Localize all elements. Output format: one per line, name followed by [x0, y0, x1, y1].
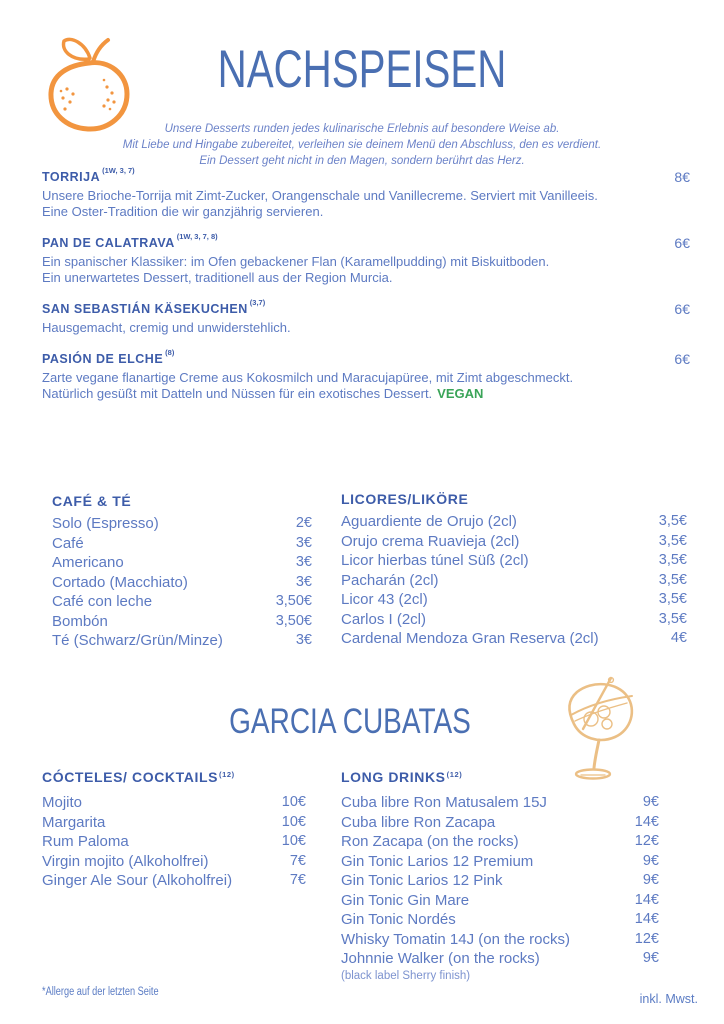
dessert-price: 6€ — [674, 235, 690, 251]
item-price: 3,5€ — [658, 513, 687, 529]
item-name: Aguardiente de Orujo (2cl) — [341, 513, 517, 530]
licores-list — [341, 512, 687, 649]
item-price: 3,5€ — [658, 571, 687, 588]
dessert-price: 8€ — [674, 169, 690, 185]
licores-title: LICORES/LIKÖRE — [341, 491, 469, 507]
menu-item-row — [52, 534, 312, 554]
item-price: 3,5€ — [658, 610, 687, 627]
item-name-wrap — [341, 891, 469, 911]
item-name-wrap — [341, 852, 533, 872]
item-name: Cuba libre Ron Matusalem 15J — [341, 794, 547, 811]
intro-text — [0, 121, 724, 169]
item-price: 10€ — [281, 794, 306, 810]
menu-item-row — [341, 551, 687, 571]
item-name: Orujo crema Ruavieja (2cl) — [341, 532, 520, 550]
item-price: 3€ — [295, 573, 312, 590]
dessert-description-text: Ein unerwartetes Dessert, traditionell aus der Region Murcia. — [42, 270, 393, 285]
menu-item-row — [341, 532, 687, 552]
dessert-name — [42, 350, 174, 370]
item-price: 12€ — [634, 833, 659, 849]
item-price: 3,5€ — [658, 591, 687, 607]
dessert-name-text: PASIÓN DE ELCHE — [42, 352, 164, 366]
cafe-te-section — [52, 492, 312, 651]
item-name-wrap — [341, 793, 547, 813]
item-name: Mojito — [42, 794, 83, 811]
dessert-name — [42, 168, 135, 188]
cafe-te-list — [52, 514, 312, 651]
menu-item-row — [52, 573, 312, 593]
dessert-title-row — [42, 300, 690, 320]
cocktails-title-text: CÓCTELES/ COCKTAILS — [42, 769, 219, 785]
dessert-item — [42, 168, 690, 220]
menu-item-row — [52, 612, 312, 632]
item-name: Café con leche — [52, 593, 153, 610]
item-name: Cortado (Macchiato) — [52, 573, 188, 591]
item-price: 3€ — [295, 534, 312, 551]
item-price: 3€ — [295, 554, 312, 570]
item-name: Café — [52, 534, 84, 552]
item-name-wrap — [341, 910, 456, 930]
item-price: 3,5€ — [658, 532, 687, 549]
item-price: 9€ — [642, 950, 659, 966]
menu-item-row — [341, 793, 659, 813]
cafe-te-title: CAFÉ & TÉ — [52, 493, 132, 509]
menu-item-row — [52, 553, 312, 573]
dessert-title-row — [42, 350, 690, 370]
long-drinks-section — [341, 768, 659, 983]
dessert-title-row — [42, 168, 690, 188]
item-name-wrap — [341, 949, 540, 983]
dessert-description-line1: Unsere Brioche-Torrija mit Zimt-Zucker, Orangenschale und Vanillecreme. Serviert mit Vanilleeis. — [42, 188, 598, 203]
item-price: 12€ — [634, 930, 659, 947]
item-name: Whisky Tomatin 14J (on the rocks) — [341, 930, 570, 948]
item-price: 14€ — [634, 891, 659, 908]
dessert-description-line1: Zarte vegane flanartige Creme aus Kokosmilch und Maracujapüree, mit Zimt abgeschmeckt. — [42, 370, 574, 385]
allergen-superscript: (3,7) — [249, 298, 266, 307]
intro-line-1: Unsere Desserts runden jedes kulinarische Erlebnis auf besondere Weise ab. — [164, 123, 560, 135]
item-name: Licor 43 (2cl) — [341, 591, 428, 608]
item-price: 3,50€ — [275, 612, 312, 629]
dessert-name-text: PAN DE CALATRAVA — [42, 236, 175, 250]
item-name: Licor hierbas túnel Süß (2cl) — [341, 552, 529, 569]
intro-line-3: Ein Dessert geht nicht in den Magen, sondern berührt das Herz. — [199, 155, 525, 167]
menu-item-row — [341, 590, 687, 610]
desserts-list — [42, 168, 690, 416]
item-name: Pacharán (2cl) — [341, 571, 439, 589]
item-price: 7€ — [289, 852, 306, 869]
menu-item-row — [52, 631, 312, 651]
menu-item-row — [341, 629, 687, 649]
item-price: 3,50€ — [275, 593, 312, 609]
menu-item-row — [42, 793, 306, 813]
dessert-description-line1: Ein spanischer Klassiker: im Ofen gebackener Flan (Karamellpudding) mit Biskuitboden. — [42, 254, 550, 269]
menu-item-row — [341, 571, 687, 591]
menu-item-row — [341, 871, 659, 891]
dessert-item — [42, 350, 690, 402]
cubatas-title: GARCIA CUBATAS — [229, 702, 471, 741]
item-name: Johnnie Walker (on the rocks) — [341, 950, 540, 967]
dessert-description-line2 — [42, 204, 690, 220]
menu-item-row — [341, 891, 659, 911]
item-price: 3€ — [295, 632, 312, 648]
menu-item-row — [52, 592, 312, 612]
dessert-name-text: TORRIJA — [42, 170, 101, 184]
long-drinks-title-text: LONG DRINKS — [341, 769, 446, 785]
item-name: Cuba libre Ron Zacapa — [341, 813, 496, 831]
item-name: Solo (Espresso) — [52, 515, 159, 532]
item-name: Virgin mojito (Alkoholfrei) — [42, 852, 209, 870]
item-name-wrap — [341, 930, 570, 950]
allergen-superscript: (1W, 3, 7) — [102, 166, 135, 175]
item-price: 10€ — [281, 813, 306, 830]
item-price: 7€ — [289, 872, 306, 888]
item-price: 9€ — [642, 794, 659, 810]
item-price: 9€ — [642, 872, 659, 888]
item-name: Ginger Ale Sour (Alkoholfrei) — [42, 872, 233, 889]
dessert-title-row — [42, 234, 690, 254]
item-price: 4€ — [670, 630, 687, 646]
cocktails-section — [42, 768, 306, 891]
menu-item-row — [42, 813, 306, 833]
menu-item-row — [341, 813, 659, 833]
dessert-description-line2 — [42, 270, 690, 286]
menu-item-row — [42, 871, 306, 891]
dessert-description-text: Natürlich gesüßt mit Datteln und Nüssen für ein exotisches Dessert. — [42, 386, 433, 401]
cocktails-list — [42, 793, 306, 891]
menu-item-row — [341, 930, 659, 950]
item-name: Gin Tonic Larios 12 Pink — [341, 872, 503, 889]
item-subnote: (black label Sherry finish) — [341, 969, 471, 982]
allergen-superscript: (1W, 3, 7, 8) — [176, 232, 218, 241]
cocktails-title — [42, 768, 306, 789]
item-price: 10€ — [281, 833, 306, 849]
dessert-name — [42, 300, 265, 320]
dessert-description-text: Eine Oster-Tradition die wir ganzjährig servieren. — [42, 204, 324, 219]
item-name-wrap — [341, 832, 519, 852]
menu-item-row — [341, 949, 659, 983]
dessert-name — [42, 234, 218, 254]
menu-item-row — [52, 514, 312, 534]
item-name-wrap — [341, 871, 502, 891]
item-name: Bombón — [52, 612, 108, 630]
menu-item-row — [341, 512, 687, 532]
menu-item-row — [42, 832, 306, 852]
dessert-description-line1: Hausgemacht, cremig und unwiderstehlich. — [42, 320, 291, 335]
dessert-price: 6€ — [674, 351, 690, 367]
item-price: 3,5€ — [658, 552, 687, 568]
long-drinks-title — [341, 768, 659, 789]
item-name: Cardenal Mendoza Gran Reserva (2cl) — [341, 630, 599, 647]
allergens-footnote: *Allerge auf der letzten Seite — [42, 986, 159, 998]
menu-item-row — [341, 832, 659, 852]
item-name: Gin Tonic Gin Mare — [341, 891, 470, 909]
item-name: Rum Paloma — [42, 833, 129, 850]
allergen-superscript: (8) — [165, 348, 175, 357]
item-name: Gin Tonic Larios 12 Premium — [341, 852, 534, 870]
menu-item-row — [341, 910, 659, 930]
allergen-superscript: (12) — [219, 770, 235, 779]
dessert-item — [42, 234, 690, 286]
intro-line-2: Mit Liebe und Hingabe zubereitet, verleihen sie deinem Menü den Abschluss, den es verdient. — [122, 139, 602, 151]
licores-section — [341, 490, 687, 649]
dessert-item — [42, 300, 690, 336]
dessert-name-text: SAN SEBASTIÁN KÄSEKUCHEN — [42, 302, 248, 316]
dessert-price: 6€ — [674, 301, 690, 317]
menu-item-row — [341, 610, 687, 630]
dessert-description-line2 — [42, 386, 690, 402]
vat-note: inkl. Mwst. — [639, 992, 698, 1006]
item-name: Americano — [52, 554, 124, 571]
long-drinks-list — [341, 793, 659, 983]
item-price: 14€ — [634, 813, 659, 830]
item-name: Carlos I (2cl) — [341, 610, 427, 628]
item-name: Ron Zacapa (on the rocks) — [341, 833, 519, 850]
page-title: NACHSPEISEN — [217, 40, 507, 99]
allergen-superscript: (12) — [446, 770, 463, 779]
item-name: Gin Tonic Nordés — [341, 911, 456, 928]
item-price: 9€ — [642, 852, 659, 869]
menu-item-row — [341, 852, 659, 872]
item-name: Margarita — [42, 813, 106, 831]
item-price: 2€ — [295, 515, 312, 531]
menu-item-row — [42, 852, 306, 872]
item-name: Té (Schwarz/Grün/Minze) — [52, 632, 223, 649]
item-price: 14€ — [634, 911, 659, 927]
item-name-wrap — [341, 813, 495, 833]
vegan-badge: VEGAN — [437, 386, 484, 401]
